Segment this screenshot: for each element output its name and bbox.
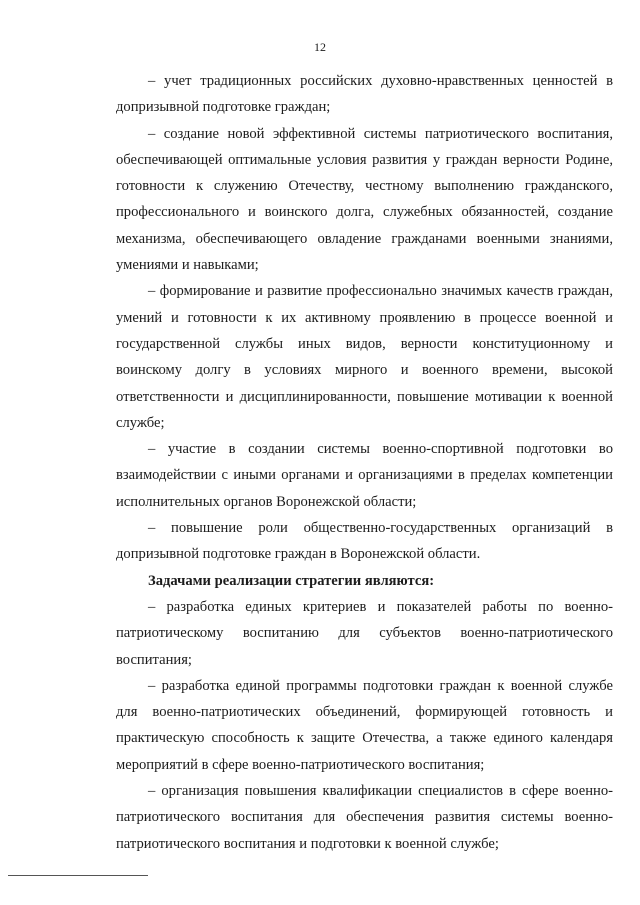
task-qualification: – организация повышения квалификации специалистов в сфере военно-патриотического воспитания для обеспечения развития системы военно-патриотического воспитания и подготовки к военной службе; <box>116 783 613 852</box>
paragraph-qualities: – формирование и развитие профессионально значимых качеств граждан, умений и готовности к их активному проявлению в процессе военной и государственной службы иных видов, верности конституционному и воинскому долгу в условиях мирного и военного времени, высокой ответственности и дисциплинированности, повышение мотивации к военной службе; <box>116 283 613 431</box>
paragraph-new-system: – создание новой эффективной системы патриотического воспитания, обеспечивающей оптимальные условия развития у граждан верности Родине, готовности к служению Отечеству, честному выполнению гражданского, профессионального и воинского долга, служебных обязанностей, создание механизма, обеспечивающего овладение гражданами военными знаниями, умениями и навыками; <box>116 125 613 274</box>
page-number: 12 <box>314 40 326 54</box>
task-program: – разработка единой программы подготовки граждан к военной службе для военно-патриотических объединений, формирующей готовность и практическую способность к защите Отечества, а также единого календаря мероприятий в сфере военно-патриотического воспитания; <box>116 677 613 773</box>
task-criteria: – разработка единых критериев и показателей работы по военно-патриотическому воспитанию для субъектов военно-патриотического воспитания; <box>116 598 613 668</box>
tasks-heading: Задачами реализации стратегии являются: <box>148 572 435 589</box>
paragraph-sports-training: – участие в создании системы военно-спортивной подготовки во взаимодействии с иными органами и организациями в пределах компетенции исполнительных органов Воронежской области; <box>116 441 613 510</box>
document-body <box>116 68 613 857</box>
paragraph-traditional-values: – учет традиционных российских духовно-нравственных ценностей в допризывной подготовке граждан; <box>116 73 613 116</box>
paragraph-organizations-role: – повышение роли общественно-государственных организаций в допризывной подготовке граждан в Воронежской области. <box>116 520 613 563</box>
footer-divider <box>8 875 148 876</box>
